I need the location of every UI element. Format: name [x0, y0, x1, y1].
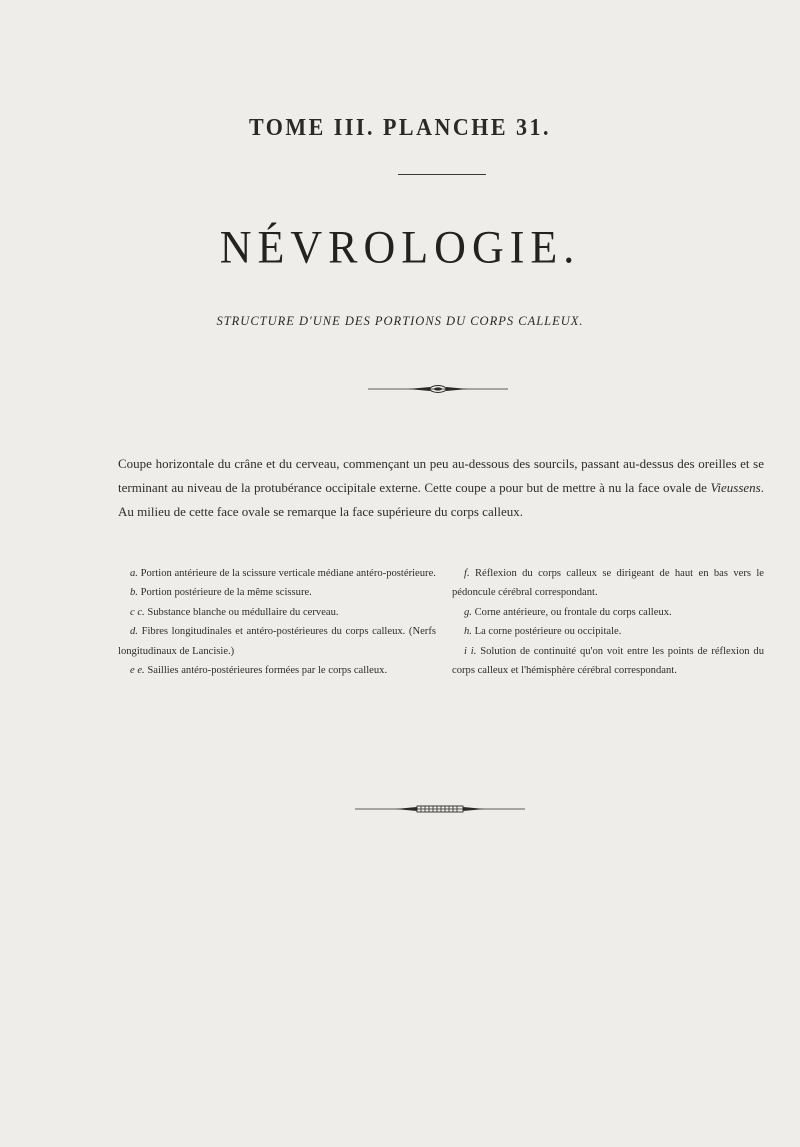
legend-text: Solution de continuité qu'on voit entre les points de réflexion du corps calleux et l'hémisphère cérébral correspondant. [452, 645, 764, 677]
legend-letter: g. [464, 606, 472, 618]
legend-item [452, 603, 764, 622]
legend-item [452, 622, 764, 641]
legend-item [118, 564, 436, 583]
legend-letter: c c. [130, 606, 145, 618]
intro-text-before: Coupe horizontale du crâne et du cerveau, commençant un peu au-dessous des sourcils, passant au-dessus des oreilles et se terminant au niveau de la protubérance occipitale externe. Cette coupe a pour but de mettre à nu la face ovale de [118, 456, 764, 495]
legend-item [118, 622, 436, 661]
legend-item [452, 564, 764, 603]
legend-left-column [118, 564, 436, 680]
intro-text-after: . Au milieu de cette face ovale se remarque la face supérieure du corps calleux. [118, 480, 764, 519]
legend-letter: f. [464, 568, 470, 579]
legend-letter: h. [464, 626, 472, 638]
legend-letter: a. [130, 568, 138, 579]
legend-text: Substance blanche ou médullaire du cerveau. [147, 606, 339, 618]
legend-text: Portion antérieure de la scissure verticale médiane antéro-postérieure. [140, 568, 436, 579]
legend-text: Fibres longitudinales et antéro-postérieures du corps calleux. (Nerfs longitudinaux de Lancisie.) [118, 626, 436, 657]
header-rule [398, 174, 486, 175]
ornament-divider-icon [355, 802, 525, 816]
legend-item [118, 603, 436, 622]
ornament-divider-icon [368, 382, 508, 396]
legend-letter: e e. [130, 665, 145, 677]
plate-heading: TOME III. PLANCHE 31. [248, 112, 552, 141]
legend-item [118, 661, 436, 680]
legend-item [118, 583, 436, 602]
legend-letter: d. [130, 626, 138, 638]
legend-text: Réflexion du corps calleux se dirigeant de haut en bas vers le pédoncule cérébral correspondant. [452, 568, 764, 599]
legend-text: Corne antérieure, ou frontale du corps calleux. [474, 606, 672, 618]
legend-item [452, 642, 764, 681]
intro-paragraph [118, 452, 764, 524]
legend-letter: i i. [464, 645, 477, 657]
legend-text: La corne postérieure ou occipitale. [474, 626, 622, 638]
page-subtitle: STRUCTURE D'UNE DES PORTIONS DU CORPS CALLEUX. [216, 314, 584, 328]
page-title: NÉVROLOGIE. [219, 221, 581, 274]
legend-text: Saillies antéro-postérieures formées par le corps calleux. [147, 665, 388, 677]
intro-emphasis: Vieussens [710, 480, 761, 495]
legend-right-column [452, 564, 764, 680]
legend-text: Portion postérieure de la même scissure. [140, 587, 312, 599]
legend-letter: b. [130, 587, 138, 599]
